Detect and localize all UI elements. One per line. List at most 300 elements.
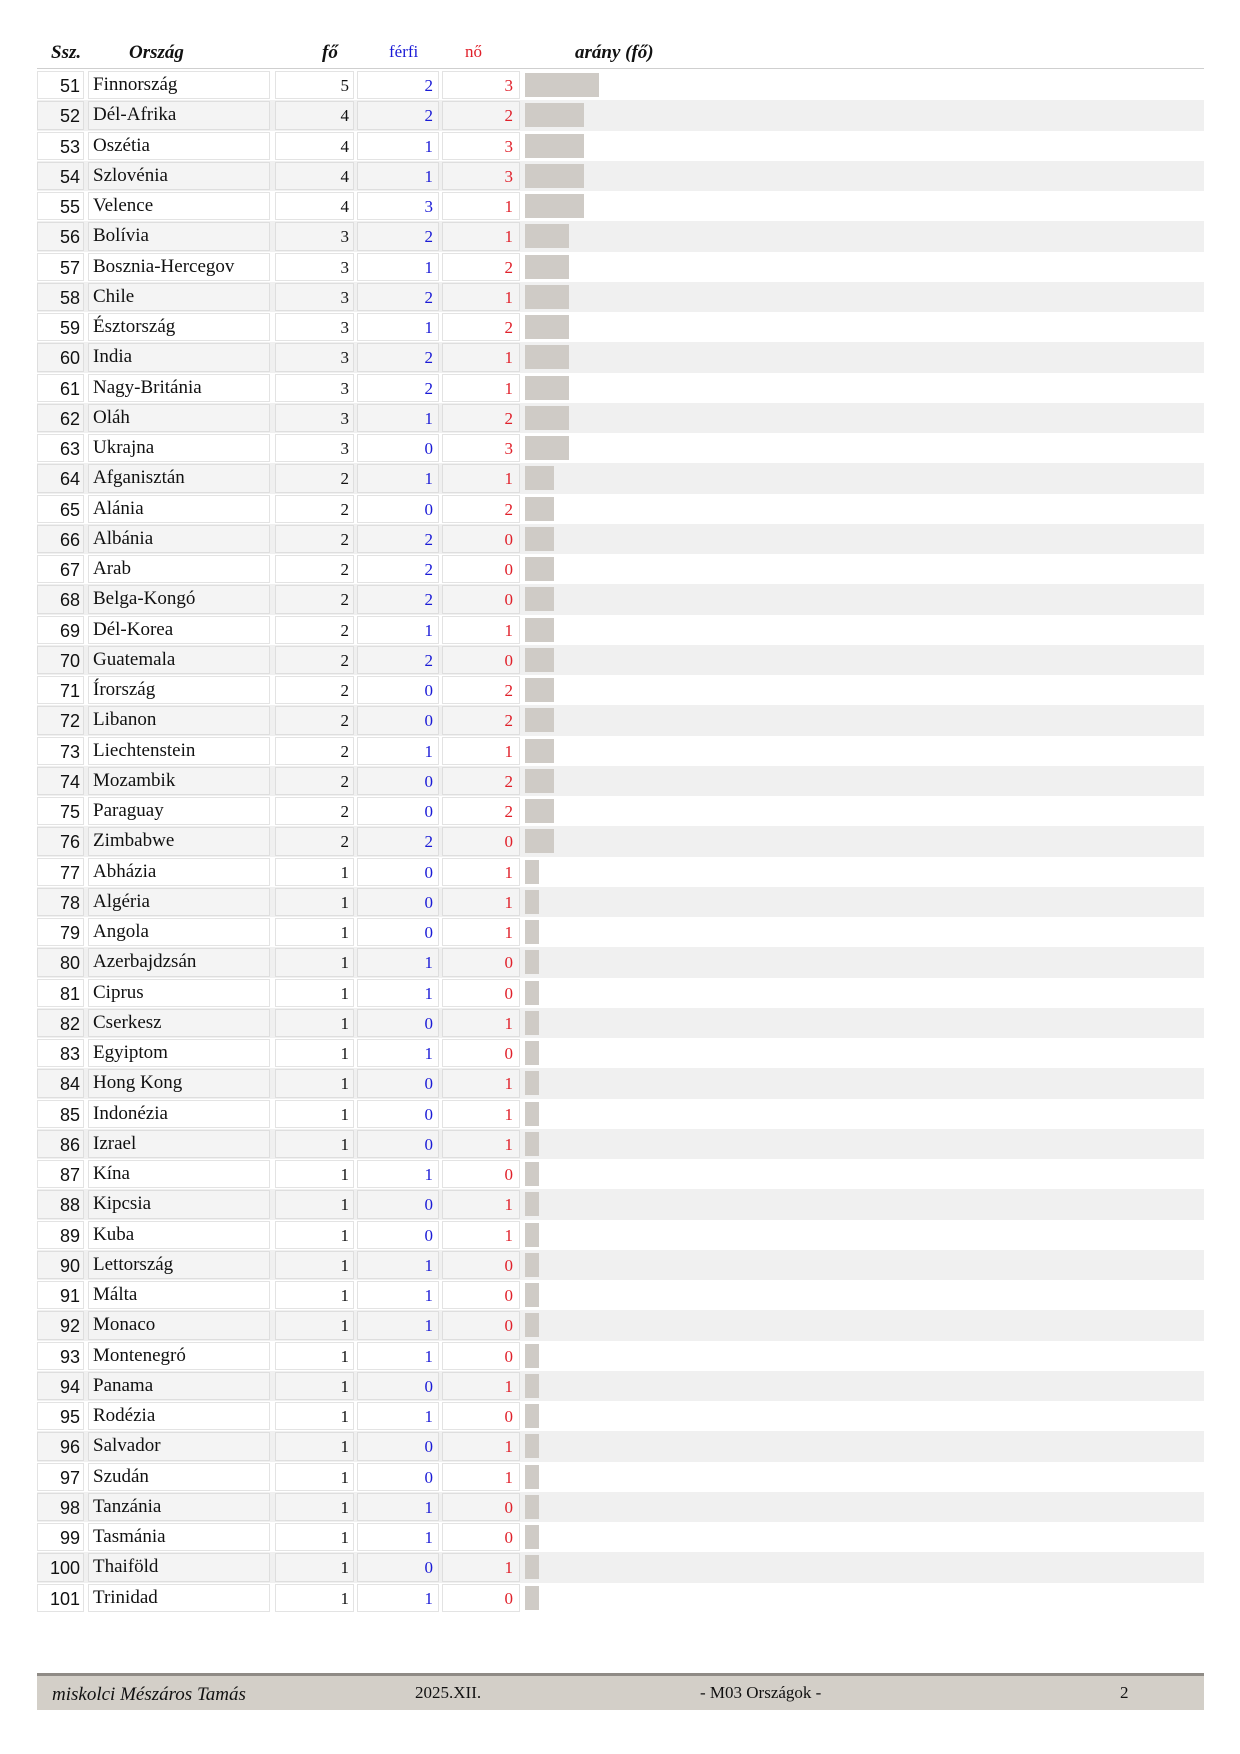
count-total-cell: [275, 827, 354, 855]
count-female: 1: [504, 287, 513, 307]
page-footer: [37, 1673, 1204, 1710]
table-row: [37, 917, 1204, 947]
table-row: [37, 252, 1204, 282]
count-total: 1: [340, 953, 349, 973]
country-name: Angola: [93, 921, 149, 942]
count-female: 0: [504, 1588, 513, 1608]
count-female: 1: [504, 1104, 513, 1124]
row-number-cell: [37, 555, 84, 583]
ratio-bar: [525, 1071, 539, 1095]
count-male: 1: [424, 983, 433, 1003]
count-male-cell: [357, 1553, 439, 1581]
count-total-cell: [275, 737, 354, 765]
count-female: 0: [504, 1316, 513, 1336]
count-total-cell: [275, 646, 354, 674]
count-total: 2: [340, 469, 349, 489]
row-number: 73: [59, 741, 80, 762]
count-female: 3: [504, 76, 513, 95]
header-no: nő: [465, 42, 482, 61]
row-number-cell: [37, 132, 84, 160]
count-male: 0: [424, 711, 433, 731]
count-total: 1: [340, 1134, 349, 1154]
count-male: 1: [424, 1286, 433, 1305]
count-total-cell: [275, 343, 354, 371]
ratio-bar: [525, 829, 554, 853]
count-total-cell: [275, 132, 354, 160]
count-total: 3: [340, 227, 349, 247]
count-total: 3: [340, 378, 349, 398]
row-number: 84: [59, 1074, 80, 1095]
count-female: 0: [504, 1286, 513, 1305]
table-row: [37, 796, 1204, 826]
count-total: 1: [340, 892, 349, 912]
row-number: 95: [59, 1407, 80, 1427]
row-number-cell: [37, 1009, 84, 1037]
country-name: Dél-Afrika: [93, 104, 177, 126]
count-total: 2: [340, 529, 349, 549]
ratio-bar: [525, 1223, 539, 1247]
header-fo: fő: [322, 42, 338, 63]
country-name: Oszétia: [93, 134, 150, 156]
count-female: 0: [504, 953, 513, 973]
row-number: 75: [59, 802, 80, 822]
ratio-bar: [525, 587, 554, 611]
count-female-cell: [442, 585, 520, 613]
ratio-bar: [525, 1132, 539, 1156]
count-female: 1: [504, 1437, 513, 1457]
count-total-cell: [275, 918, 354, 946]
row-number: 85: [59, 1104, 80, 1125]
table-row: [37, 433, 1204, 463]
table-row: [37, 1341, 1204, 1371]
count-female-cell: [442, 1009, 520, 1037]
count-male: 0: [424, 1134, 433, 1154]
count-male: 0: [424, 1104, 433, 1124]
row-number-cell: [37, 979, 84, 1007]
row-number-cell: [37, 1221, 84, 1249]
count-male: 0: [424, 439, 433, 458]
row-number: 74: [59, 771, 80, 792]
country-name: Cserkesz: [93, 1011, 162, 1033]
count-female-cell: [442, 1584, 520, 1612]
ratio-bar: [525, 1586, 539, 1610]
count-total: 1: [340, 1558, 349, 1578]
ratio-bar: [525, 1192, 539, 1216]
count-male: 2: [424, 590, 433, 610]
count-total: 1: [340, 1346, 349, 1366]
row-number-cell: [37, 162, 84, 190]
count-female: 2: [504, 681, 513, 700]
table-row: [37, 705, 1204, 735]
row-number: 100: [49, 1558, 80, 1579]
count-male-cell: [357, 71, 439, 99]
count-total-cell: [275, 1463, 354, 1491]
country-name: Rodézia: [93, 1405, 156, 1426]
ratio-bar: [525, 1465, 539, 1489]
country-name: Hong Kong: [93, 1072, 183, 1094]
count-male: 2: [424, 227, 433, 247]
table-row: [37, 1189, 1204, 1219]
count-total: 3: [340, 439, 349, 458]
count-male-cell: [357, 374, 439, 402]
count-female-cell: [442, 948, 520, 976]
ratio-bar: [525, 436, 569, 460]
count-female: 0: [504, 983, 513, 1003]
row-number: 80: [59, 953, 80, 974]
country-name: Libanon: [93, 709, 157, 731]
row-number-cell: [37, 1493, 84, 1521]
count-total: 1: [340, 1104, 349, 1124]
row-number-cell: [37, 71, 84, 99]
table-row: [37, 826, 1204, 856]
ratio-bar: [525, 1253, 539, 1277]
count-female-cell: [442, 283, 520, 311]
count-female-cell: [442, 253, 520, 281]
row-number: 61: [59, 378, 80, 399]
count-male-cell: [357, 222, 439, 250]
count-male-cell: [357, 1402, 439, 1430]
ratio-bar: [525, 799, 554, 823]
table-row: [37, 857, 1204, 887]
row-number: 63: [59, 439, 80, 459]
count-total-cell: [275, 1069, 354, 1097]
row-number: 97: [59, 1467, 80, 1488]
count-male-cell: [357, 253, 439, 281]
count-female: 1: [504, 620, 513, 640]
count-female: 2: [504, 318, 513, 337]
row-number-cell: [37, 888, 84, 916]
count-female: 1: [504, 197, 513, 216]
row-number-cell: [37, 767, 84, 795]
count-total: 1: [340, 1195, 349, 1215]
count-male: 0: [424, 1013, 433, 1033]
count-total: 1: [340, 1407, 349, 1426]
row-number: 83: [59, 1044, 80, 1064]
ratio-bar: [525, 466, 554, 490]
ratio-bar: [525, 527, 554, 551]
country-name: Bosznia-Hercegov: [93, 255, 235, 277]
count-male-cell: [357, 343, 439, 371]
row-number: 68: [59, 590, 80, 611]
row-number-cell: [37, 918, 84, 946]
count-female: 1: [504, 923, 513, 942]
country-name: Indonézia: [93, 1102, 168, 1124]
count-male: 0: [424, 1437, 433, 1457]
row-number-cell: [37, 1130, 84, 1158]
row-number: 64: [59, 469, 80, 490]
count-female: 1: [504, 862, 513, 882]
count-male: 0: [424, 499, 433, 519]
country-name: Észtország: [93, 316, 176, 337]
table-row: [37, 100, 1204, 130]
country-table: [37, 70, 1204, 1613]
ratio-bar: [525, 103, 584, 127]
row-number: 79: [59, 923, 80, 943]
count-female-cell: [442, 1100, 520, 1128]
country-name: Albánia: [93, 527, 154, 549]
count-female-cell: [442, 495, 520, 523]
count-male: 1: [424, 1255, 433, 1275]
table-row: [37, 524, 1204, 554]
count-total: 1: [340, 1376, 349, 1396]
country-name: Szudán: [93, 1465, 149, 1487]
count-total-cell: [275, 71, 354, 99]
ratio-bar: [525, 557, 554, 581]
row-number-cell: [37, 1281, 84, 1309]
ratio-bar: [525, 1162, 539, 1186]
count-female-cell: [442, 616, 520, 644]
count-total-cell: [275, 404, 354, 432]
count-total-cell: [275, 1402, 354, 1430]
count-male-cell: [357, 525, 439, 553]
ratio-bar: [525, 345, 569, 369]
count-female: 0: [504, 1497, 513, 1517]
row-number-cell: [37, 1553, 84, 1581]
row-number-cell: [37, 1311, 84, 1339]
row-number-cell: [37, 404, 84, 432]
row-number-cell: [37, 101, 84, 129]
count-total-cell: [275, 192, 354, 220]
country-name: Dél-Korea: [93, 618, 174, 640]
country-name: Arab: [93, 558, 131, 579]
count-total-cell: [275, 1039, 354, 1067]
footer-date: 2025.XII.: [415, 1683, 482, 1702]
count-total: 1: [340, 983, 349, 1003]
count-female: 3: [504, 166, 513, 186]
count-female-cell: [442, 101, 520, 129]
count-male-cell: [357, 1523, 439, 1551]
ratio-bar: [525, 224, 569, 248]
ratio-bar: [525, 406, 569, 430]
ratio-bar: [525, 1525, 539, 1549]
count-female: 0: [504, 590, 513, 610]
count-female-cell: [442, 525, 520, 553]
count-female-cell: [442, 404, 520, 432]
count-total: 2: [340, 499, 349, 519]
country-name: Zimbabwe: [93, 830, 175, 852]
table-row: [37, 312, 1204, 342]
ratio-bar: [525, 1344, 539, 1368]
count-total: 2: [340, 620, 349, 640]
count-total: 3: [340, 408, 349, 428]
count-total: 1: [340, 1013, 349, 1033]
count-female: 1: [504, 469, 513, 489]
count-male: 1: [424, 136, 433, 156]
table-row: [37, 736, 1204, 766]
ratio-bar: [525, 920, 539, 944]
country-name: Thaiföld: [93, 1556, 159, 1578]
count-male: 0: [424, 771, 433, 791]
count-male: 2: [424, 832, 433, 852]
ratio-bar: [525, 1041, 539, 1065]
count-total: 2: [340, 681, 349, 700]
country-name: Trinidad: [93, 1586, 158, 1608]
header-arany: arány (fő): [575, 42, 654, 63]
count-total-cell: [275, 313, 354, 341]
count-total: 1: [340, 1497, 349, 1517]
row-number-cell: [37, 434, 84, 462]
count-total-cell: [275, 464, 354, 492]
count-female-cell: [442, 343, 520, 371]
count-female-cell: [442, 192, 520, 220]
count-female: 1: [504, 1558, 513, 1578]
count-male-cell: [357, 101, 439, 129]
country-name: Liechtenstein: [93, 739, 196, 761]
row-number-cell: [37, 616, 84, 644]
count-male: 1: [424, 166, 433, 186]
table-row: [37, 161, 1204, 191]
row-number: 76: [59, 832, 80, 853]
count-total-cell: [275, 585, 354, 613]
table-row: [37, 766, 1204, 796]
country-name: India: [93, 346, 133, 368]
ratio-bar: [525, 497, 554, 521]
ratio-bar: [525, 1283, 539, 1307]
count-female: 0: [504, 1407, 513, 1426]
count-female: 0: [504, 529, 513, 549]
count-male: 1: [424, 1497, 433, 1517]
count-total: 1: [340, 1286, 349, 1305]
count-total-cell: [275, 1372, 354, 1400]
count-male-cell: [357, 464, 439, 492]
country-name: Oláh: [93, 406, 130, 428]
count-female: 1: [504, 1467, 513, 1487]
count-total: 3: [340, 257, 349, 277]
count-total-cell: [275, 1190, 354, 1218]
count-female-cell: [442, 1069, 520, 1097]
row-number: 81: [59, 983, 80, 1004]
count-female-cell: [442, 827, 520, 855]
ratio-bar: [525, 1434, 539, 1458]
count-male-cell: [357, 1221, 439, 1249]
count-female: 0: [504, 560, 513, 579]
row-number: 77: [59, 862, 80, 883]
count-female-cell: [442, 464, 520, 492]
count-total-cell: [275, 434, 354, 462]
count-total-cell: [275, 948, 354, 976]
row-number-cell: [37, 253, 84, 281]
ratio-bar: [525, 376, 569, 400]
count-female-cell: [442, 1402, 520, 1430]
table-row: [37, 554, 1204, 584]
count-male-cell: [357, 1130, 439, 1158]
row-number: 60: [59, 348, 80, 369]
count-female: 1: [504, 741, 513, 761]
ratio-bar: [525, 164, 584, 188]
row-number: 54: [59, 166, 80, 187]
footer-page-number: 2: [1120, 1683, 1129, 1702]
count-female-cell: [442, 1190, 520, 1218]
count-female: 1: [504, 1013, 513, 1033]
count-male-cell: [357, 162, 439, 190]
row-number: 70: [59, 650, 80, 671]
row-number-cell: [37, 676, 84, 704]
count-female: 2: [504, 106, 513, 126]
count-male-cell: [357, 616, 439, 644]
count-female: 0: [504, 1165, 513, 1184]
row-number: 82: [59, 1013, 80, 1034]
country-name: Mozambik: [93, 769, 176, 791]
count-female-cell: [442, 1372, 520, 1400]
count-female-cell: [442, 1432, 520, 1460]
count-female-cell: [442, 222, 520, 250]
count-male-cell: [357, 797, 439, 825]
ratio-bar: [525, 73, 599, 97]
row-number-cell: [37, 192, 84, 220]
count-male: 0: [424, 802, 433, 821]
row-number: 86: [59, 1134, 80, 1155]
ratio-bar: [525, 678, 554, 702]
count-total-cell: [275, 222, 354, 250]
ratio-bar: [525, 890, 539, 914]
table-row: [37, 70, 1204, 100]
row-number: 57: [59, 257, 80, 278]
count-total-cell: [275, 1493, 354, 1521]
count-female-cell: [442, 1463, 520, 1491]
count-female: 0: [504, 1346, 513, 1366]
ratio-bar: [525, 739, 554, 763]
country-name: Izrael: [93, 1132, 137, 1154]
count-female: 1: [504, 348, 513, 368]
count-total: 1: [340, 862, 349, 882]
row-number-cell: [37, 797, 84, 825]
ratio-bar: [525, 708, 554, 732]
country-name: Algéria: [93, 890, 150, 912]
row-number-cell: [37, 1100, 84, 1128]
country-name: Guatemala: [93, 648, 176, 670]
count-female: 2: [504, 257, 513, 277]
row-number-cell: [37, 948, 84, 976]
count-female: 2: [504, 499, 513, 519]
count-total: 1: [340, 1467, 349, 1487]
row-number-cell: [37, 827, 84, 855]
country-name: Nagy-Británia: [93, 376, 202, 398]
country-name: Írország: [93, 679, 156, 700]
count-male-cell: [357, 1190, 439, 1218]
count-female: 2: [504, 771, 513, 791]
count-female: 1: [504, 1376, 513, 1396]
count-female-cell: [442, 1493, 520, 1521]
table-row: [37, 1310, 1204, 1340]
ratio-bar: [525, 285, 569, 309]
table-row: [37, 584, 1204, 614]
table-row: [37, 675, 1204, 705]
count-total: 4: [340, 106, 349, 126]
count-total: 2: [340, 711, 349, 731]
count-female: 1: [504, 1074, 513, 1094]
row-number: 101: [49, 1588, 80, 1609]
count-male: 0: [424, 892, 433, 912]
count-male-cell: [357, 1311, 439, 1339]
row-number-cell: [37, 585, 84, 613]
table-row: [37, 1552, 1204, 1582]
row-number: 93: [59, 1346, 80, 1367]
count-male: 2: [424, 529, 433, 549]
count-total-cell: [275, 1342, 354, 1370]
count-male: 2: [424, 560, 433, 579]
table-row: [37, 463, 1204, 493]
table-row: [37, 1431, 1204, 1461]
count-female: 2: [504, 711, 513, 731]
count-total: 2: [340, 650, 349, 670]
count-total-cell: [275, 888, 354, 916]
country-name: Málta: [93, 1284, 138, 1305]
count-male: 1: [424, 741, 433, 761]
country-name: Montenegró: [93, 1344, 186, 1366]
count-total-cell: [275, 555, 354, 583]
count-female: 1: [504, 378, 513, 398]
count-female-cell: [442, 767, 520, 795]
